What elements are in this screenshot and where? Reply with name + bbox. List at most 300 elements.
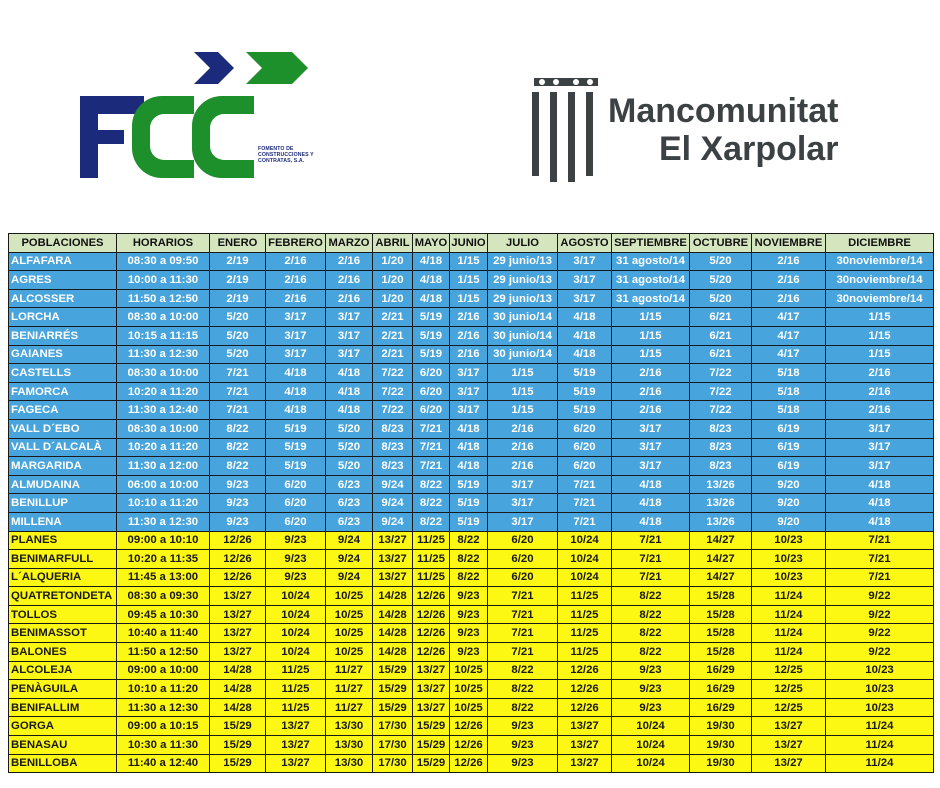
date-cell: 11/25	[413, 531, 450, 550]
table-row	[9, 754, 934, 773]
date-cell: 3/17	[558, 271, 612, 290]
town-cell: BENIMASSOT	[9, 624, 117, 643]
date-cell: 12/26	[558, 680, 612, 699]
date-cell: 10/25	[326, 643, 373, 662]
date-cell: 15/29	[373, 680, 413, 699]
date-cell: 6/23	[326, 475, 373, 494]
town-cell: BENIMARFULL	[9, 550, 117, 569]
schedule-cell: 10:40 a 11:40	[117, 624, 210, 643]
date-cell: 1/20	[373, 252, 413, 271]
date-cell: 3/17	[826, 438, 934, 457]
date-cell: 3/17	[266, 308, 326, 327]
date-cell: 1/15	[488, 401, 558, 420]
date-cell: 3/17	[266, 345, 326, 364]
table-row	[9, 643, 934, 662]
date-cell: 9/23	[210, 512, 266, 531]
table-row	[9, 457, 934, 476]
date-cell: 9/23	[612, 661, 690, 680]
date-cell: 3/17	[450, 382, 488, 401]
date-cell: 5/20	[690, 252, 752, 271]
date-cell: 5/19	[450, 512, 488, 531]
table-row	[9, 326, 934, 345]
table-row	[9, 364, 934, 383]
schedule-cell: 08:30 a 09:30	[117, 587, 210, 606]
date-cell: 4/18	[413, 271, 450, 290]
date-cell: 12/26	[210, 531, 266, 550]
date-cell: 4/17	[752, 308, 826, 327]
date-cell: 4/18	[826, 494, 934, 513]
table-row	[9, 698, 934, 717]
table-row	[9, 494, 934, 513]
schedule-cell: 11:30 a 12:30	[117, 512, 210, 531]
table-row	[9, 661, 934, 680]
town-cell: QUATRETONDETA	[9, 587, 117, 606]
date-cell: 11/25	[413, 550, 450, 569]
table-row	[9, 587, 934, 606]
date-cell: 2/19	[210, 252, 266, 271]
date-cell: 9/23	[488, 736, 558, 755]
date-cell: 2/16	[488, 419, 558, 438]
date-cell: 6/20	[558, 419, 612, 438]
date-cell: 9/24	[326, 550, 373, 569]
date-cell: 10/24	[266, 643, 326, 662]
coat-of-arms-icon	[528, 76, 604, 184]
date-cell: 13/27	[558, 736, 612, 755]
schedule-cell: 10:30 a 11:30	[117, 736, 210, 755]
date-cell: 2/16	[450, 326, 488, 345]
date-cell: 5/19	[266, 457, 326, 476]
date-cell: 2/21	[373, 308, 413, 327]
date-cell: 12/26	[210, 550, 266, 569]
date-cell: 14/28	[373, 643, 413, 662]
date-cell: 2/16	[612, 401, 690, 420]
table-header-row	[9, 234, 934, 253]
schedule-cell: 10:00 a 11:30	[117, 271, 210, 290]
date-cell: 2/16	[612, 364, 690, 383]
column-header: MAYO	[413, 234, 450, 253]
town-cell: ALCOSSER	[9, 289, 117, 308]
date-cell: 15/29	[373, 698, 413, 717]
schedule-cell: 10:10 a 11:20	[117, 494, 210, 513]
table-row	[9, 252, 934, 271]
date-cell: 6/19	[752, 419, 826, 438]
schedule-cell: 11:30 a 12:40	[117, 401, 210, 420]
date-cell: 2/16	[488, 438, 558, 457]
town-cell: MARGARIDA	[9, 457, 117, 476]
date-cell: 30noviembre/14	[826, 271, 934, 290]
date-cell: 6/20	[558, 438, 612, 457]
date-cell: 9/22	[826, 587, 934, 606]
date-cell: 5/20	[326, 419, 373, 438]
schedule-cell: 08:30 a 10:00	[117, 419, 210, 438]
date-cell: 13/27	[558, 754, 612, 773]
table-row	[9, 308, 934, 327]
table-row	[9, 568, 934, 587]
date-cell: 11/25	[266, 661, 326, 680]
date-cell: 2/21	[373, 345, 413, 364]
date-cell: 13/30	[326, 717, 373, 736]
date-cell: 11/25	[558, 624, 612, 643]
date-cell: 13/27	[373, 531, 413, 550]
date-cell: 30 junio/14	[488, 326, 558, 345]
date-cell: 10/23	[826, 698, 934, 717]
date-cell: 6/19	[752, 438, 826, 457]
date-cell: 11/24	[752, 624, 826, 643]
date-cell: 14/28	[373, 605, 413, 624]
date-cell: 7/21	[413, 438, 450, 457]
date-cell: 13/27	[752, 736, 826, 755]
date-cell: 10/23	[752, 550, 826, 569]
date-cell: 9/20	[752, 475, 826, 494]
date-cell: 1/15	[450, 271, 488, 290]
date-cell: 12/26	[210, 568, 266, 587]
date-cell: 9/23	[210, 475, 266, 494]
town-cell: ALFAFARA	[9, 252, 117, 271]
column-header: POBLACIONES	[9, 234, 117, 253]
date-cell: 5/18	[752, 364, 826, 383]
schedule-cell: 08:30 a 10:00	[117, 364, 210, 383]
date-cell: 4/18	[413, 252, 450, 271]
schedule-cell: 11:30 a 12:30	[117, 345, 210, 364]
date-cell: 8/22	[488, 698, 558, 717]
date-cell: 15/28	[690, 587, 752, 606]
date-cell: 11/25	[558, 605, 612, 624]
date-cell: 12/26	[413, 605, 450, 624]
date-cell: 5/19	[558, 364, 612, 383]
table-row	[9, 271, 934, 290]
table-row	[9, 401, 934, 420]
date-cell: 11/25	[558, 587, 612, 606]
date-cell: 7/21	[413, 457, 450, 476]
date-cell: 7/21	[612, 568, 690, 587]
date-cell: 9/24	[373, 494, 413, 513]
date-cell: 6/19	[752, 457, 826, 476]
table-row	[9, 345, 934, 364]
date-cell: 13/26	[690, 475, 752, 494]
date-cell: 5/19	[450, 494, 488, 513]
date-cell: 1/15	[612, 308, 690, 327]
date-cell: 15/29	[413, 717, 450, 736]
date-cell: 3/17	[326, 345, 373, 364]
town-cell: PLANES	[9, 531, 117, 550]
date-cell: 4/18	[450, 438, 488, 457]
date-cell: 11/25	[266, 680, 326, 699]
date-cell: 7/21	[612, 531, 690, 550]
date-cell: 15/29	[373, 661, 413, 680]
mancomunitat-line2: El Xarpolar	[658, 130, 839, 168]
date-cell: 14/28	[373, 624, 413, 643]
date-cell: 8/22	[612, 605, 690, 624]
date-cell: 31 agosto/14	[612, 252, 690, 271]
date-cell: 13/27	[413, 680, 450, 699]
date-cell: 7/22	[373, 401, 413, 420]
table-row	[9, 550, 934, 569]
date-cell: 31 agosto/14	[612, 271, 690, 290]
date-cell: 9/23	[266, 568, 326, 587]
schedule-cell: 11:40 a 12:40	[117, 754, 210, 773]
date-cell: 6/23	[326, 494, 373, 513]
date-cell: 13/27	[752, 717, 826, 736]
date-cell: 6/23	[326, 512, 373, 531]
date-cell: 12/26	[558, 661, 612, 680]
table-row	[9, 531, 934, 550]
date-cell: 12/26	[450, 717, 488, 736]
town-cell: VALL D´EBO	[9, 419, 117, 438]
date-cell: 9/23	[450, 605, 488, 624]
date-cell: 10/23	[826, 680, 934, 699]
date-cell: 13/27	[210, 605, 266, 624]
date-cell: 2/16	[450, 345, 488, 364]
date-cell: 7/22	[373, 364, 413, 383]
town-cell: BENILLUP	[9, 494, 117, 513]
table-row	[9, 419, 934, 438]
date-cell: 4/18	[826, 475, 934, 494]
date-cell: 15/29	[413, 754, 450, 773]
schedule-cell: 09:00 a 10:10	[117, 531, 210, 550]
date-cell: 1/15	[826, 345, 934, 364]
date-cell: 13/27	[413, 661, 450, 680]
date-cell: 13/27	[266, 717, 326, 736]
date-cell: 8/22	[413, 512, 450, 531]
town-cell: PENÀGUILA	[9, 680, 117, 699]
date-cell: 2/16	[826, 401, 934, 420]
date-cell: 5/20	[210, 345, 266, 364]
town-cell: TOLLOS	[9, 605, 117, 624]
date-cell: 10/25	[326, 605, 373, 624]
table-row	[9, 624, 934, 643]
date-cell: 11/27	[326, 698, 373, 717]
date-cell: 11/25	[558, 643, 612, 662]
date-cell: 6/20	[488, 568, 558, 587]
date-cell: 11/24	[752, 605, 826, 624]
date-cell: 8/23	[373, 457, 413, 476]
date-cell: 9/23	[450, 624, 488, 643]
fcc-subtitle-line1: FOMENTO DE	[258, 146, 294, 152]
table-row	[9, 736, 934, 755]
date-cell: 29 junio/13	[488, 289, 558, 308]
date-cell: 13/27	[266, 754, 326, 773]
date-cell: 5/19	[450, 475, 488, 494]
date-cell: 10/24	[266, 624, 326, 643]
date-cell: 8/22	[450, 568, 488, 587]
schedule-cell: 08:30 a 10:00	[117, 308, 210, 327]
date-cell: 3/17	[266, 326, 326, 345]
date-cell: 9/22	[826, 605, 934, 624]
fcc-logo	[78, 48, 328, 180]
column-header: NOVIEMBRE	[752, 234, 826, 253]
date-cell: 14/27	[690, 531, 752, 550]
schedule-cell: 10:20 a 11:35	[117, 550, 210, 569]
date-cell: 7/21	[413, 419, 450, 438]
date-cell: 5/19	[558, 401, 612, 420]
date-cell: 9/23	[612, 680, 690, 699]
date-cell: 9/20	[752, 494, 826, 513]
date-cell: 30noviembre/14	[826, 289, 934, 308]
column-header: OCTUBRE	[690, 234, 752, 253]
table-row	[9, 717, 934, 736]
date-cell: 31 agosto/14	[612, 289, 690, 308]
date-cell: 6/21	[690, 326, 752, 345]
date-cell: 6/20	[488, 550, 558, 569]
date-cell: 7/21	[558, 494, 612, 513]
date-cell: 9/22	[826, 624, 934, 643]
mancomunitat-logo	[528, 76, 878, 184]
date-cell: 8/22	[612, 624, 690, 643]
column-header: AGOSTO	[558, 234, 612, 253]
fcc-subtitle	[258, 146, 314, 165]
schedule-cell: 10:10 a 11:20	[117, 680, 210, 699]
date-cell: 9/23	[266, 531, 326, 550]
date-cell: 1/20	[373, 289, 413, 308]
schedule-cell: 10:20 a 11:20	[117, 382, 210, 401]
date-cell: 8/23	[690, 419, 752, 438]
date-cell: 9/23	[450, 587, 488, 606]
date-cell: 7/21	[826, 568, 934, 587]
date-cell: 8/22	[488, 661, 558, 680]
date-cell: 30 junio/14	[488, 345, 558, 364]
date-cell: 11/25	[413, 568, 450, 587]
schedule-cell: 06:00 a 10:00	[117, 475, 210, 494]
date-cell: 3/17	[826, 457, 934, 476]
date-cell: 3/17	[826, 419, 934, 438]
date-cell: 15/28	[690, 605, 752, 624]
date-cell: 7/21	[488, 624, 558, 643]
date-cell: 10/24	[612, 754, 690, 773]
date-cell: 5/20	[210, 326, 266, 345]
date-cell: 7/21	[558, 512, 612, 531]
town-cell: VALL D´ALCALÀ	[9, 438, 117, 457]
date-cell: 13/27	[210, 643, 266, 662]
date-cell: 3/17	[488, 512, 558, 531]
date-cell: 2/16	[826, 364, 934, 383]
date-cell: 3/17	[558, 289, 612, 308]
town-cell: ALMUDAINA	[9, 475, 117, 494]
date-cell: 5/18	[752, 382, 826, 401]
mancomunitat-name	[608, 92, 838, 168]
date-cell: 8/23	[373, 438, 413, 457]
date-cell: 11/24	[752, 643, 826, 662]
date-cell: 13/27	[210, 587, 266, 606]
date-cell: 2/19	[210, 289, 266, 308]
date-cell: 19/30	[690, 717, 752, 736]
date-cell: 6/20	[413, 364, 450, 383]
town-cell: GAIANES	[9, 345, 117, 364]
date-cell: 3/17	[488, 494, 558, 513]
date-cell: 10/25	[450, 680, 488, 699]
date-cell: 8/22	[413, 494, 450, 513]
date-cell: 14/28	[373, 587, 413, 606]
date-cell: 6/20	[266, 512, 326, 531]
date-cell: 4/18	[326, 364, 373, 383]
date-cell: 10/24	[558, 531, 612, 550]
date-cell: 10/24	[266, 587, 326, 606]
date-cell: 10/25	[450, 698, 488, 717]
date-cell: 9/23	[450, 643, 488, 662]
date-cell: 6/20	[558, 457, 612, 476]
date-cell: 3/17	[558, 252, 612, 271]
date-cell: 15/29	[210, 717, 266, 736]
date-cell: 3/17	[450, 364, 488, 383]
date-cell: 4/18	[558, 326, 612, 345]
date-cell: 17/30	[373, 754, 413, 773]
date-cell: 12/26	[450, 754, 488, 773]
date-cell: 10/25	[326, 587, 373, 606]
town-cell: BALONES	[9, 643, 117, 662]
date-cell: 3/17	[612, 438, 690, 457]
schedule-cell: 11:30 a 12:00	[117, 457, 210, 476]
date-cell: 12/26	[413, 624, 450, 643]
date-cell: 9/23	[488, 754, 558, 773]
date-cell: 13/26	[690, 494, 752, 513]
schedule-cell: 11:50 a 12:50	[117, 289, 210, 308]
date-cell: 5/19	[413, 308, 450, 327]
town-cell: BENILLOBA	[9, 754, 117, 773]
column-header: DICIEMBRE	[826, 234, 934, 253]
date-cell: 15/29	[413, 736, 450, 755]
date-cell: 4/18	[266, 401, 326, 420]
date-cell: 1/15	[488, 364, 558, 383]
column-header: JUNIO	[450, 234, 488, 253]
date-cell: 8/23	[373, 419, 413, 438]
date-cell: 2/16	[752, 289, 826, 308]
date-cell: 4/18	[558, 345, 612, 364]
date-cell: 4/18	[612, 512, 690, 531]
date-cell: 6/20	[413, 401, 450, 420]
schedule-cell: 09:45 a 10:30	[117, 605, 210, 624]
date-cell: 11/24	[826, 736, 934, 755]
date-cell: 14/28	[210, 661, 266, 680]
date-cell: 19/30	[690, 736, 752, 755]
date-cell: 9/24	[373, 475, 413, 494]
date-cell: 2/16	[612, 382, 690, 401]
date-cell: 7/22	[690, 382, 752, 401]
date-cell: 5/20	[326, 438, 373, 457]
date-cell: 7/21	[488, 605, 558, 624]
date-cell: 5/19	[413, 326, 450, 345]
date-cell: 3/17	[612, 419, 690, 438]
table-row	[9, 438, 934, 457]
date-cell: 12/26	[450, 736, 488, 755]
date-cell: 8/22	[413, 475, 450, 494]
date-cell: 2/16	[326, 252, 373, 271]
date-cell: 11/27	[326, 680, 373, 699]
town-cell: L´ALQUERIA	[9, 568, 117, 587]
date-cell: 8/23	[690, 438, 752, 457]
date-cell: 11/24	[826, 717, 934, 736]
date-cell: 10/24	[558, 568, 612, 587]
date-cell: 4/18	[326, 382, 373, 401]
town-cell: BENIARRÉS	[9, 326, 117, 345]
town-cell: FAMORCA	[9, 382, 117, 401]
date-cell: 1/20	[373, 271, 413, 290]
date-cell: 2/16	[326, 271, 373, 290]
table-row	[9, 605, 934, 624]
date-cell: 30 junio/14	[488, 308, 558, 327]
date-cell: 2/16	[266, 252, 326, 271]
date-cell: 10/25	[326, 624, 373, 643]
date-cell: 13/27	[413, 698, 450, 717]
date-cell: 7/21	[210, 382, 266, 401]
date-cell: 10/24	[612, 736, 690, 755]
date-cell: 9/23	[210, 494, 266, 513]
date-cell: 13/27	[266, 736, 326, 755]
date-cell: 16/29	[690, 680, 752, 699]
date-cell: 4/18	[450, 457, 488, 476]
date-cell: 9/24	[326, 568, 373, 587]
date-cell: 12/25	[752, 680, 826, 699]
date-cell: 13/27	[558, 717, 612, 736]
date-cell: 4/18	[266, 364, 326, 383]
